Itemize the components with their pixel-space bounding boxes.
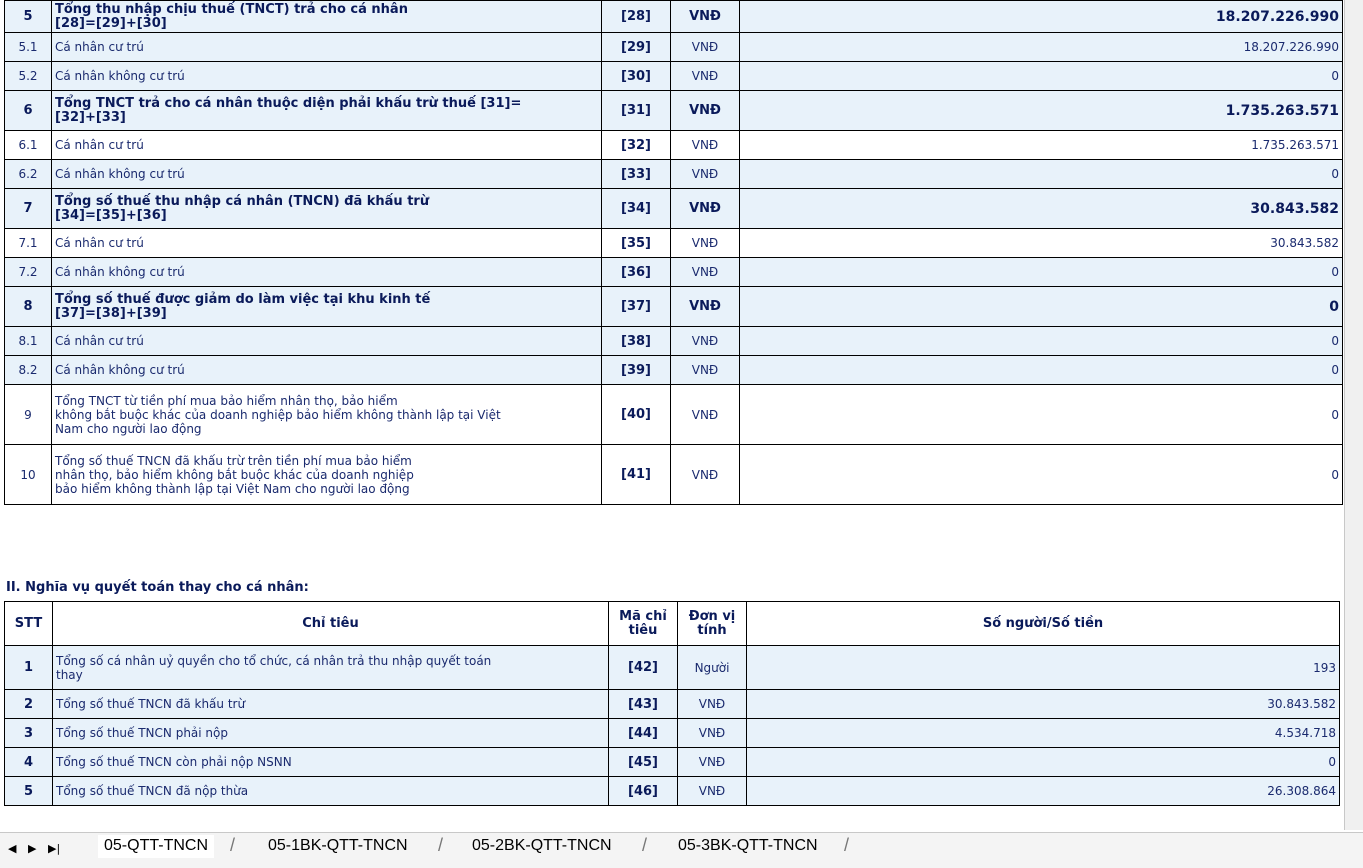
row-description: Cá nhân cư trú [52, 33, 602, 62]
table-row [5, 777, 1340, 806]
row-code: [39] [602, 356, 671, 385]
row-stt: 2 [5, 690, 53, 719]
row-description: Tổng TNCT trả cho cá nhân thuộc diện phải khấu trừ thuế [31]= [32]+[33] [52, 91, 602, 131]
row-value[interactable]: 0 [740, 258, 1343, 287]
row-description: Tổng số cá nhân uỷ quyền cho tổ chức, cá nhân trả thu nhập quyết toán thay [53, 646, 609, 690]
row-stt: 7.1 [5, 229, 52, 258]
row-stt: 5.2 [5, 62, 52, 91]
row-stt: 5 [5, 1, 52, 33]
table-row [5, 229, 1343, 258]
row-value[interactable]: 1.735.263.571 [740, 91, 1343, 131]
row-value[interactable]: 0 [740, 62, 1343, 91]
row-description: Cá nhân cư trú [52, 131, 602, 160]
sheet-tab-3[interactable]: 05-2BK-QTT-TNCN [472, 837, 612, 854]
table-row [5, 690, 1340, 719]
row-unit: VNĐ [671, 131, 740, 160]
row-code: [31] [602, 91, 671, 131]
row-stt: 9 [5, 385, 52, 445]
row-stt: 10 [5, 445, 52, 505]
sheet-tab-2[interactable]: 05-1BK-QTT-TNCN [268, 837, 408, 854]
table-header-row [5, 602, 1340, 646]
table-row [5, 33, 1343, 62]
row-unit: VNĐ [671, 62, 740, 91]
row-code: [44] [609, 719, 678, 748]
row-unit: VNĐ [671, 258, 740, 287]
row-code: [37] [602, 287, 671, 327]
row-description: Cá nhân không cư trú [52, 160, 602, 189]
row-code: [32] [602, 131, 671, 160]
row-description: Cá nhân không cư trú [52, 356, 602, 385]
tab-separator: / [230, 835, 236, 855]
tab-separator: / [438, 835, 444, 855]
row-stt: 6 [5, 91, 52, 131]
vertical-scrollbar[interactable] [1344, 0, 1363, 830]
row-unit: VNĐ [671, 33, 740, 62]
row-value[interactable]: 30.843.582 [747, 690, 1340, 719]
row-description: Tổng TNCT từ tiền phí mua bảo hiểm nhân thọ, bảo hiểm không bắt buộc khác của doanh nghiệp bảo hiểm không thành lập tại Việt Nam cho người lao động [52, 385, 602, 445]
sheet-tab-4[interactable]: 05-3BK-QTT-TNCN [678, 837, 818, 854]
row-unit: VNĐ [671, 287, 740, 327]
row-description: Tổng số thuế TNCN còn phải nộp NSNN [53, 748, 609, 777]
row-unit: VNĐ [678, 748, 747, 777]
income-table [4, 0, 1343, 505]
row-stt: 6.2 [5, 160, 52, 189]
row-stt: 1 [5, 646, 53, 690]
table-row [5, 91, 1343, 131]
row-value[interactable]: 26.308.864 [747, 777, 1340, 806]
settlement-table [4, 601, 1340, 806]
table-row [5, 131, 1343, 160]
row-description: Cá nhân không cư trú [52, 258, 602, 287]
table-row [5, 62, 1343, 91]
row-unit: VNĐ [671, 1, 740, 33]
row-unit: VNĐ [678, 777, 747, 806]
tab-separator: / [642, 835, 648, 855]
row-value[interactable]: 0 [740, 445, 1343, 505]
row-description: Cá nhân cư trú [52, 327, 602, 356]
row-value[interactable]: 0 [740, 356, 1343, 385]
row-value[interactable]: 30.843.582 [740, 229, 1343, 258]
sheet-tab-1[interactable]: 05-QTT-TNCN [98, 835, 214, 858]
row-unit: VNĐ [671, 445, 740, 505]
row-value[interactable]: 1.735.263.571 [740, 131, 1343, 160]
row-stt: 5 [5, 777, 53, 806]
row-stt: 8.1 [5, 327, 52, 356]
header-desc: Chỉ tiêu [53, 602, 609, 646]
row-stt: 8.2 [5, 356, 52, 385]
table-row [5, 1, 1343, 33]
row-value[interactable]: 4.534.718 [747, 719, 1340, 748]
row-description: Tổng số thuế TNCN đã khấu trừ [53, 690, 609, 719]
header-stt: STT [5, 602, 53, 646]
row-code: [43] [609, 690, 678, 719]
row-unit: VNĐ [678, 690, 747, 719]
sheet-tab-bar [0, 832, 1363, 868]
row-unit: VNĐ [671, 189, 740, 229]
row-value[interactable]: 0 [740, 160, 1343, 189]
row-description: Tổng số thuế TNCN đã khấu trừ trên tiền phí mua bảo hiểm nhân thọ, bảo hiểm không bắt buộc khác của doanh nghiệp bảo hiểm không thành lập tại Việt Nam cho người lao động [52, 445, 602, 505]
table-row [5, 287, 1343, 327]
row-code: [41] [602, 445, 671, 505]
row-value[interactable]: 18.207.226.990 [740, 1, 1343, 33]
row-description: Tổng số thuế được giảm do làm việc tại khu kinh tế [37]=[38]+[39] [52, 287, 602, 327]
section-2-title: II. Nghĩa vụ quyết toán thay cho cá nhân: [6, 580, 309, 595]
row-code: [36] [602, 258, 671, 287]
table-row [5, 385, 1343, 445]
next-sheet-icon[interactable]: ▶ [28, 842, 37, 855]
row-stt: 7.2 [5, 258, 52, 287]
row-description: Tổng số thuế TNCN phải nộp [53, 719, 609, 748]
table-row [5, 327, 1343, 356]
row-description: Cá nhân không cư trú [52, 62, 602, 91]
row-value[interactable]: 193 [747, 646, 1340, 690]
row-code: [42] [609, 646, 678, 690]
table-row [5, 160, 1343, 189]
row-stt: 4 [5, 748, 53, 777]
row-stt: 5.1 [5, 33, 52, 62]
table-row [5, 356, 1343, 385]
row-stt: 7 [5, 189, 52, 229]
row-value[interactable]: 0 [747, 748, 1340, 777]
row-stt: 3 [5, 719, 53, 748]
row-code: [33] [602, 160, 671, 189]
row-description: Tổng số thuế TNCN đã nộp thừa [53, 777, 609, 806]
row-unit: Người [678, 646, 747, 690]
row-description: Tổng thu nhập chịu thuế (TNCT) trả cho cá nhân [28]=[29]+[30] [52, 1, 602, 33]
header-code: Mã chỉ tiêu [609, 602, 678, 646]
row-value[interactable]: 18.207.226.990 [740, 33, 1343, 62]
header-unit: Đơn vị tính [678, 602, 747, 646]
table-row [5, 646, 1340, 690]
row-code: [30] [602, 62, 671, 91]
row-code: [35] [602, 229, 671, 258]
table-row [5, 189, 1343, 229]
table-row [5, 258, 1343, 287]
row-unit: VNĐ [671, 91, 740, 131]
row-unit: VNĐ [671, 229, 740, 258]
last-sheet-icon[interactable]: ▶| [48, 842, 61, 855]
row-unit: VNĐ [671, 385, 740, 445]
row-value[interactable]: 30.843.582 [740, 189, 1343, 229]
row-unit: VNĐ [671, 160, 740, 189]
row-unit: VNĐ [678, 719, 747, 748]
row-code: [46] [609, 777, 678, 806]
row-value[interactable]: 0 [740, 327, 1343, 356]
row-value[interactable]: 0 [740, 287, 1343, 327]
row-stt: 6.1 [5, 131, 52, 160]
row-code: [40] [602, 385, 671, 445]
row-code: [45] [609, 748, 678, 777]
row-description: Tổng số thuế thu nhập cá nhân (TNCN) đã khấu trừ [34]=[35]+[36] [52, 189, 602, 229]
row-unit: VNĐ [671, 356, 740, 385]
table-row [5, 445, 1343, 505]
table-row [5, 748, 1340, 777]
row-description: Cá nhân cư trú [52, 229, 602, 258]
table-row [5, 719, 1340, 748]
row-code: [38] [602, 327, 671, 356]
row-code: [34] [602, 189, 671, 229]
row-code: [28] [602, 1, 671, 33]
row-code: [29] [602, 33, 671, 62]
header-value: Số người/Số tiền [747, 602, 1340, 646]
row-unit: VNĐ [671, 327, 740, 356]
row-value[interactable]: 0 [740, 385, 1343, 445]
row-stt: 8 [5, 287, 52, 327]
prev-sheet-icon[interactable]: ◀ [8, 842, 17, 855]
tab-separator: / [844, 835, 850, 855]
